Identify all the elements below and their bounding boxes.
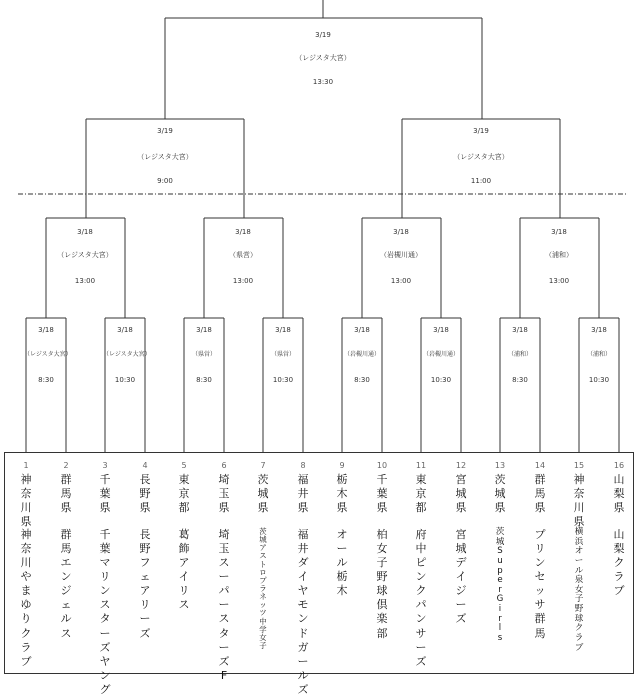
team-5-number: 5: [181, 461, 187, 470]
team-3-prefecture: 千 葉 県: [99, 473, 111, 515]
r1-6-date: 3/18: [433, 326, 449, 334]
r1-2-time: 10:30: [114, 376, 136, 384]
r1-3-venue: （県営）: [191, 351, 216, 358]
team-2-name: 群 馬 エ ン ジ ェ ル ス: [60, 528, 72, 640]
r1-7-venue: （浦和）: [507, 351, 532, 358]
r1-5-time: 8:30: [354, 376, 370, 384]
team-9-number: 9: [339, 461, 345, 470]
team-6-prefecture: 埼 玉 県: [218, 473, 230, 515]
r1-8-time: 10:30: [588, 376, 610, 384]
r1-7-date: 3/18: [512, 326, 528, 334]
team-12-number: 12: [455, 461, 467, 470]
r1-7-time: 8:30: [512, 376, 528, 384]
team-8-prefecture: 福 井 県: [297, 473, 309, 515]
team-8-number: 8: [300, 461, 306, 470]
team-7-prefecture: 茨 城 県: [257, 473, 269, 515]
r1-4-time: 10:30: [272, 376, 294, 384]
team-13-prefecture: 茨 城 県: [494, 473, 506, 515]
quarter-4-date: 3/18: [551, 228, 567, 236]
team-11-prefecture: 東 京 都: [415, 473, 427, 515]
r1-4-venue: （県営）: [270, 351, 295, 358]
team-15-prefecture: 神 奈 川 県: [573, 473, 585, 529]
quarter-1-venue: （レジスタ大宮）: [57, 251, 113, 259]
team-10-prefecture: 千 葉 県: [376, 473, 388, 515]
team-14-name: プ リ ン セ ッ サ 群 馬: [534, 528, 546, 640]
r1-6-venue: （岩槻川通）: [422, 351, 459, 358]
team-12-prefecture: 宮 城 県: [455, 473, 467, 515]
semi-2-time: 11:00: [470, 177, 492, 185]
team-11-number: 11: [415, 461, 427, 470]
r1-6-time: 10:30: [430, 376, 452, 384]
team-10-name: 柏 女 子 野 球 倶 楽 部: [376, 528, 388, 640]
team-2-prefecture: 群 馬 県: [60, 473, 72, 515]
team-7-number: 7: [260, 461, 266, 470]
quarter-4-time: 13:00: [548, 277, 570, 285]
r1-8-date: 3/18: [591, 326, 607, 334]
team-6-name: 埼 玉 ス ー パ ー ス タ ー ズ F: [218, 528, 230, 682]
quarter-1-time: 13:00: [74, 277, 96, 285]
team-9-name: オ ー ル 栃 木: [336, 528, 348, 598]
team-11-name: 府 中 ピ ン ク パ ン サ ー ズ: [415, 528, 427, 668]
team-13-name: 茨 城 S u p e r G i r l s: [495, 527, 505, 643]
r1-8-venue: （浦和）: [586, 351, 611, 358]
team-16-prefecture: 山 梨 県: [613, 473, 625, 515]
team-4-prefecture: 長 野 県: [139, 473, 151, 515]
r1-1-venue: （レジスタ大宮）: [24, 351, 72, 358]
team-8-name: 福 井 ダ イ ヤ モ ン ド ガ ー ル ズ: [297, 528, 309, 696]
final-time: 13:30: [312, 78, 334, 86]
team-14-prefecture: 群 馬 県: [534, 473, 546, 515]
semi-1-date: 3/19: [157, 127, 173, 135]
team-9-prefecture: 栃 木 県: [336, 473, 348, 515]
team-1-name: 神 奈 川 や ま ゆ り ク ラ ブ: [20, 528, 32, 668]
r1-4-date: 3/18: [275, 326, 291, 334]
final-venue: （レジスタ大宮）: [295, 54, 351, 62]
team-4-number: 4: [142, 461, 148, 470]
quarter-3-venue: （岩槻川通）: [380, 251, 422, 259]
team-2-number: 2: [63, 461, 69, 470]
semi-2-date: 3/19: [473, 127, 489, 135]
r1-1-time: 8:30: [38, 376, 54, 384]
team-1-number: 1: [23, 461, 29, 470]
team-3-name: 千 葉 マ リ ン ス タ ー ズ ヤ ン グ: [99, 528, 111, 696]
team-12-name: 宮 城 デ イ ジ ー ズ: [455, 528, 467, 626]
team-10-number: 10: [376, 461, 388, 470]
quarter-1-date: 3/18: [77, 228, 93, 236]
semi-2-venue: （レジスタ大宮）: [453, 153, 509, 161]
team-13-number: 13: [494, 461, 506, 470]
quarter-2-date: 3/18: [235, 228, 251, 236]
quarter-3-time: 13:00: [390, 277, 412, 285]
quarter-2-time: 13:00: [232, 277, 254, 285]
r1-5-date: 3/18: [354, 326, 370, 334]
r1-2-venue: （レジスタ大宮）: [103, 351, 151, 358]
team-5-prefecture: 東 京 都: [178, 473, 190, 515]
quarter-3-date: 3/18: [393, 228, 409, 236]
quarter-4-venue: （浦和）: [545, 251, 573, 259]
team-1-prefecture: 神 奈 川 県: [20, 473, 32, 529]
r1-2-date: 3/18: [117, 326, 133, 334]
team-3-number: 3: [102, 461, 108, 470]
team-6-number: 6: [221, 461, 227, 470]
final-date: 3/19: [315, 31, 331, 39]
team-7-name: 茨 城 ア ス ト ロ プ ラ ネ ッ ツ 中 学 女 子: [259, 527, 267, 650]
r1-3-time: 8:30: [196, 376, 212, 384]
team-5-name: 葛 飾 ア イ リ ス: [178, 528, 190, 612]
r1-3-date: 3/18: [196, 326, 212, 334]
team-15-number: 15: [573, 461, 585, 470]
team-4-name: 長 野 フ ェ ア リ ー ズ: [139, 528, 151, 640]
r1-1-date: 3/18: [38, 326, 54, 334]
team-16-number: 16: [613, 461, 625, 470]
team-16-name: 山 梨 ク ラ ブ: [613, 528, 625, 598]
team-15-name: 横 浜 オ ー ル 泉 女 子 野 球 ク ラ ブ: [574, 527, 584, 653]
semi-1-venue: （レジスタ大宮）: [137, 153, 193, 161]
quarter-2-venue: （県営）: [229, 251, 257, 259]
r1-5-venue: （岩槻川通）: [343, 351, 380, 358]
team-14-number: 14: [534, 461, 546, 470]
semi-1-time: 9:00: [157, 177, 173, 185]
